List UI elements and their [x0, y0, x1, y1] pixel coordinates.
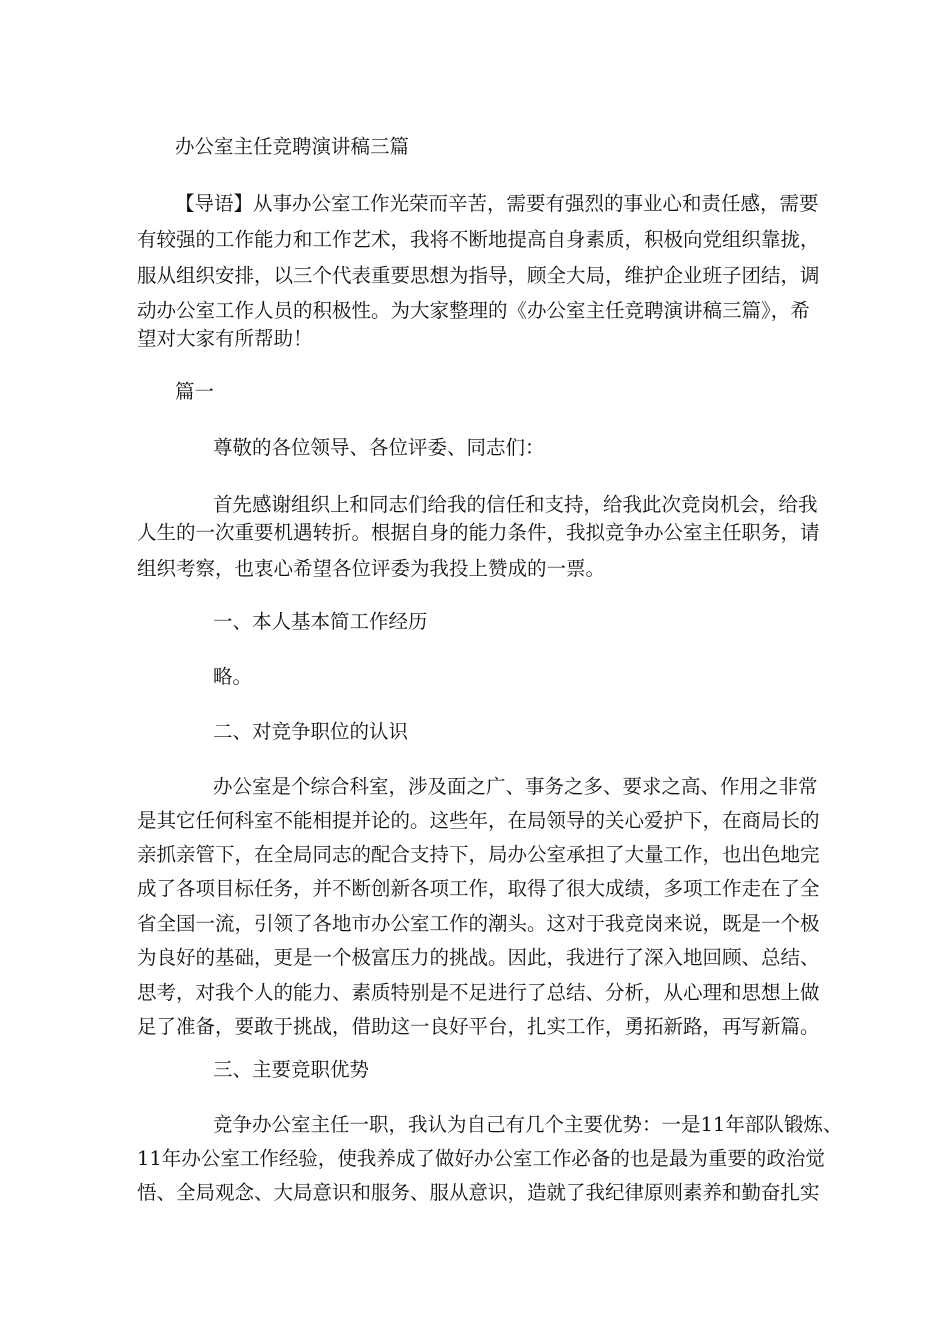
opening-line: 人生的一次重要机遇转折。根据自身的能力条件，我拟竞争办公室主任职务，请	[137, 521, 820, 544]
part-one-heading: 篇一	[175, 380, 215, 403]
section-3-line: 竞争办公室主任一职，我认为自己有几个主要优势：一是11年部队锻炼、	[213, 1113, 843, 1136]
section-1-body: 略。	[213, 665, 253, 688]
opening-line: 首先感谢组织上和同志们给我的信任和支持，给我此次竞岗机会，给我	[213, 493, 818, 516]
section-2-line: 亲抓亲管下，在全局同志的配合支持下，局办公室承担了大量工作，也出色地完	[137, 843, 820, 866]
intro-line: 服从组织安排，以三个代表重要思想为指导，顾全大局，维护企业班子团结，调	[137, 264, 820, 287]
section-2-line: 成了各项目标任务，并不断创新各项工作，取得了很大成绩，多项工作走在了全	[137, 877, 820, 900]
section-3-heading: 三、主要竞职优势	[213, 1058, 370, 1081]
intro-line: 望对大家有所帮助！	[137, 327, 313, 350]
salutation: 尊敬的各位领导、各位评委、同志们：	[213, 436, 545, 459]
section-2-line: 是其它任何科室不能相提并论的。这些年，在局领导的关心爱护下，在商局长的	[137, 809, 820, 832]
section-1-heading: 一、本人基本简工作经历	[213, 610, 428, 633]
section-3-line: 悟、全局观念、大局意识和服务、服从意识，造就了我纪律原则素养和勤奋扎实	[137, 1181, 820, 1204]
opening-line: 组织考察，也衷心希望各位评委为我投上赞成的一票。	[137, 557, 606, 580]
section-2-line: 思考，对我个人的能力、素质特别是不足进行了总结、分析，从心理和思想上做	[137, 981, 820, 1004]
section-2-line: 省全国一流，引领了各地市办公室工作的潮头。这对于我竞岗来说，既是一个极	[137, 912, 820, 935]
intro-line: 【导语】从事办公室工作光荣而辛苦，需要有强烈的事业心和责任感，需要	[175, 192, 819, 215]
section-3-line: 11年办公室工作经验，使我养成了做好办公室工作必备的也是最为重要的政治觉	[137, 1147, 825, 1170]
intro-line: 有较强的工作能力和工作艺术，我将不断地提高自身素质，积极向党组织靠拢，	[137, 228, 820, 251]
section-2-line: 足了准备，要敢于挑战，借助这一良好平台，扎实工作，勇拓新路，再写新篇。	[137, 1015, 820, 1038]
document-title: 办公室主任竞聘演讲稿三篇	[175, 135, 410, 158]
section-2-heading: 二、对竞争职位的认识	[213, 720, 409, 743]
intro-line: 动办公室工作人员的积极性。为大家整理的《办公室主任竞聘演讲稿三篇》，希	[137, 299, 810, 322]
section-2-line: 为良好的基础，更是一个极富压力的挑战。因此，我进行了深入地回顾、总结、	[137, 946, 820, 969]
section-2-line: 办公室是个综合科室，涉及面之广、事务之多、要求之高、作用之非常	[213, 775, 818, 798]
